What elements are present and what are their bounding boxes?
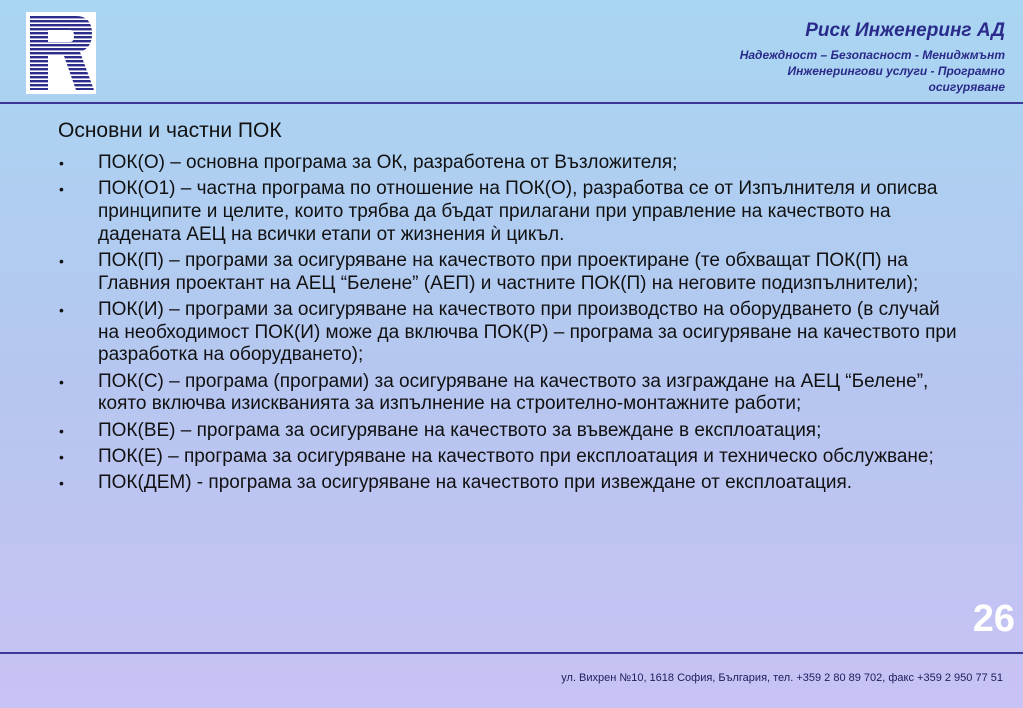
header-divider bbox=[0, 102, 1023, 104]
slide-heading: Основни и частни ПОК bbox=[58, 119, 282, 142]
footer-divider bbox=[0, 652, 1023, 654]
bullet-list bbox=[58, 152, 963, 499]
bullet-item bbox=[58, 420, 963, 443]
bullet-marker: • bbox=[59, 422, 64, 439]
bullet-marker: • bbox=[59, 448, 64, 465]
tagline-line-2: Инженерингови услуги - Програмно bbox=[787, 64, 1005, 78]
bullet-marker: • bbox=[59, 155, 64, 171]
bullet-text: ПОК(Е) – програма за осигуряване на качеството при експлоатация и техническо обслужване; bbox=[98, 445, 934, 467]
bullet-marker: • bbox=[59, 181, 64, 198]
bullet-text: ПОК(О1) – частна програма по отношение на ПОК(О), разработва се от Изпълнителя и описва принципите и целите, които трябва да бъдат прилагани при управление на качеството на дадената АЕЦ на всички етапи от жизнения ѝ цикъл. bbox=[98, 178, 938, 245]
bullet-item bbox=[58, 299, 963, 367]
footer-address: ул. Вихрен №10, 1618 София, България, тел. +359 2 80 89 702, факс +359 2 950 77 51 bbox=[561, 672, 1003, 684]
bullet-text: ПОК(О) – основна програма за ОК, разработена от Възложителя; bbox=[98, 152, 678, 173]
page-number: 26 bbox=[972, 598, 1015, 640]
bullet-marker: • bbox=[59, 475, 64, 492]
bullet-text: ПОК(И) – програми за осигуряване на качеството при производство на оборудването (в случай на необходимост ПОК(И) може да включва ПОК(Р) – програма за осигуряване на качеството при разработка на оборудването); bbox=[98, 298, 957, 366]
tagline-line-3: осигуряване bbox=[928, 80, 1005, 94]
bullet-text: ПОК(ДЕМ) - програма за осигуряване на качеството при извеждане от експлоатация. bbox=[98, 472, 853, 494]
company-header bbox=[740, 20, 1005, 95]
bullet-item bbox=[58, 152, 963, 175]
bullet-marker: • bbox=[59, 301, 64, 318]
bullet-item bbox=[58, 446, 963, 469]
bullet-marker: • bbox=[59, 252, 64, 269]
bullet-marker: • bbox=[59, 373, 64, 390]
bullet-item bbox=[58, 371, 963, 416]
tagline-line-1: Надеждност – Безопасност - Мениджмънт bbox=[739, 48, 1005, 62]
company-name: Риск Инженеринг АД bbox=[805, 20, 1005, 41]
company-logo-icon bbox=[26, 12, 96, 94]
bullet-item bbox=[58, 472, 963, 495]
bullet-item bbox=[58, 250, 963, 295]
bullet-text: ПОК(П) – програми за осигуряване на качеството при проектиране (те обхващат ПОК(П) на Главния проектант на АЕЦ “Белене” (АЕП) и частните ПОК(П) на неговите подизпълнители); bbox=[98, 249, 919, 294]
bullet-text: ПОК(ВЕ) – програма за осигуряване на качеството за въвеждане в експлоатация; bbox=[98, 419, 822, 441]
bullet-text: ПОК(С) – програма (програми) за осигуряване на качеството за изграждане на АЕЦ “Белене”, която включва изискванията за изпълнение на строително-монтажните работи; bbox=[98, 370, 929, 415]
bullet-item bbox=[58, 178, 963, 246]
